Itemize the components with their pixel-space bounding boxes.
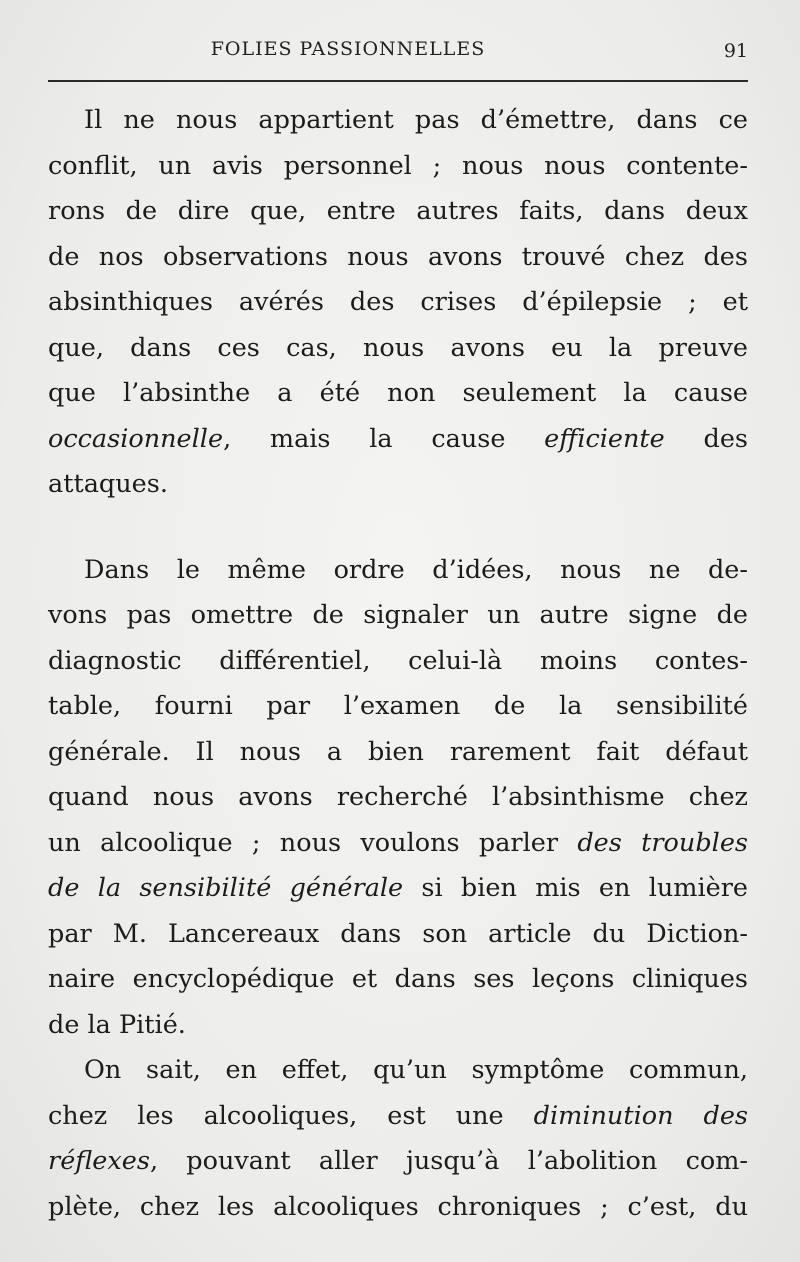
- text-run: naire encyclopédique et dans ses leçons cliniques: [48, 964, 748, 994]
- text-run: que l’absinthe a été non seulement la cause: [48, 378, 748, 408]
- text-run: de nos observations nous avons trouvé chez des: [48, 241, 748, 272]
- paragraph-gap: [48, 508, 748, 548]
- text-run: de la Pitié.: [48, 1009, 186, 1040]
- text-line: [48, 280, 748, 326]
- italic-text: occasionnelle: [48, 423, 224, 454]
- italic-text: des troubles: [577, 827, 748, 858]
- text-line: [48, 371, 748, 417]
- text-run: quand nous avons recherché l’absinthisme chez: [48, 782, 748, 812]
- text-run: table, fourni par l’examen de la sensibilité: [48, 691, 748, 721]
- text-run: , mais la cause: [223, 423, 545, 454]
- running-head: [48, 36, 748, 70]
- text-line: [48, 730, 748, 776]
- paragraph: [48, 548, 748, 1049]
- text-run: diagnostic différentiel, celui-là moins contes-: [48, 645, 748, 676]
- text-run: plète, chez les alcooliques chroniques ; c’est, du: [48, 1191, 748, 1222]
- text-run: Il ne nous appartient pas d’émettre, dans ce: [84, 105, 748, 135]
- text-line: [48, 684, 748, 730]
- text-run: conflit, un avis personnel ; nous nous contente-: [48, 150, 748, 181]
- text-run: attaques.: [48, 469, 168, 499]
- text-run: rons de dire que, entre autres faits, dans deux: [48, 196, 748, 226]
- body-text: [48, 98, 748, 1230]
- text-run: des: [664, 423, 748, 454]
- text-line: [48, 775, 748, 821]
- text-line: [48, 866, 748, 912]
- text-line: [48, 1185, 748, 1231]
- text-line: [48, 593, 748, 639]
- text-line: [48, 1094, 748, 1140]
- text-run: si bien mis en lumière: [403, 873, 748, 903]
- text-line: [48, 98, 748, 144]
- text-line: [48, 1003, 748, 1049]
- italic-text: efficiente: [544, 423, 665, 454]
- text-line: [48, 417, 748, 463]
- text-line: [48, 912, 748, 958]
- text-line: [48, 326, 748, 372]
- text-line: [48, 821, 748, 867]
- text-run: par M. Lancereaux dans son article du Diction-: [48, 918, 748, 949]
- text-line: [48, 235, 748, 281]
- text-run: absinthiques avérés des crises d’épilepsie ; et: [48, 287, 748, 317]
- text-run: On sait, en effet, qu’un symptôme commun,: [84, 1055, 748, 1085]
- text-line: [48, 957, 748, 1003]
- running-title: FOLIES PASSIONNELLES: [210, 38, 486, 60]
- text-line: [48, 639, 748, 685]
- text-line: [48, 144, 748, 190]
- text-run: Dans le même ordre d’idées, nous ne de-: [84, 554, 748, 585]
- text-line: [48, 462, 748, 508]
- text-line: [48, 1139, 748, 1185]
- text-line: [48, 548, 748, 594]
- header-rule: [48, 80, 748, 82]
- italic-text: diminution des: [533, 1100, 749, 1131]
- italic-text: réflexes: [48, 1146, 150, 1176]
- text-line: [48, 189, 748, 235]
- text-run: vons pas omettre de signaler un autre signe de: [48, 600, 748, 630]
- text-run: , pouvant aller jusqu’à l’abolition com-: [149, 1146, 748, 1176]
- text-run: générale. Il nous a bien rarement fait défaut: [48, 736, 748, 767]
- paragraph: [48, 1048, 748, 1230]
- text-run: chez les alcooliques, est une: [48, 1100, 534, 1131]
- italic-text: de la sensibilité générale: [48, 873, 404, 903]
- paragraph: [48, 98, 748, 508]
- text-run: un alcoolique ; nous voulons parler: [48, 827, 578, 858]
- text-line: [48, 1048, 748, 1094]
- text-run: que, dans ces cas, nous avons eu la preuve: [48, 332, 748, 363]
- page-number: 91: [723, 40, 748, 62]
